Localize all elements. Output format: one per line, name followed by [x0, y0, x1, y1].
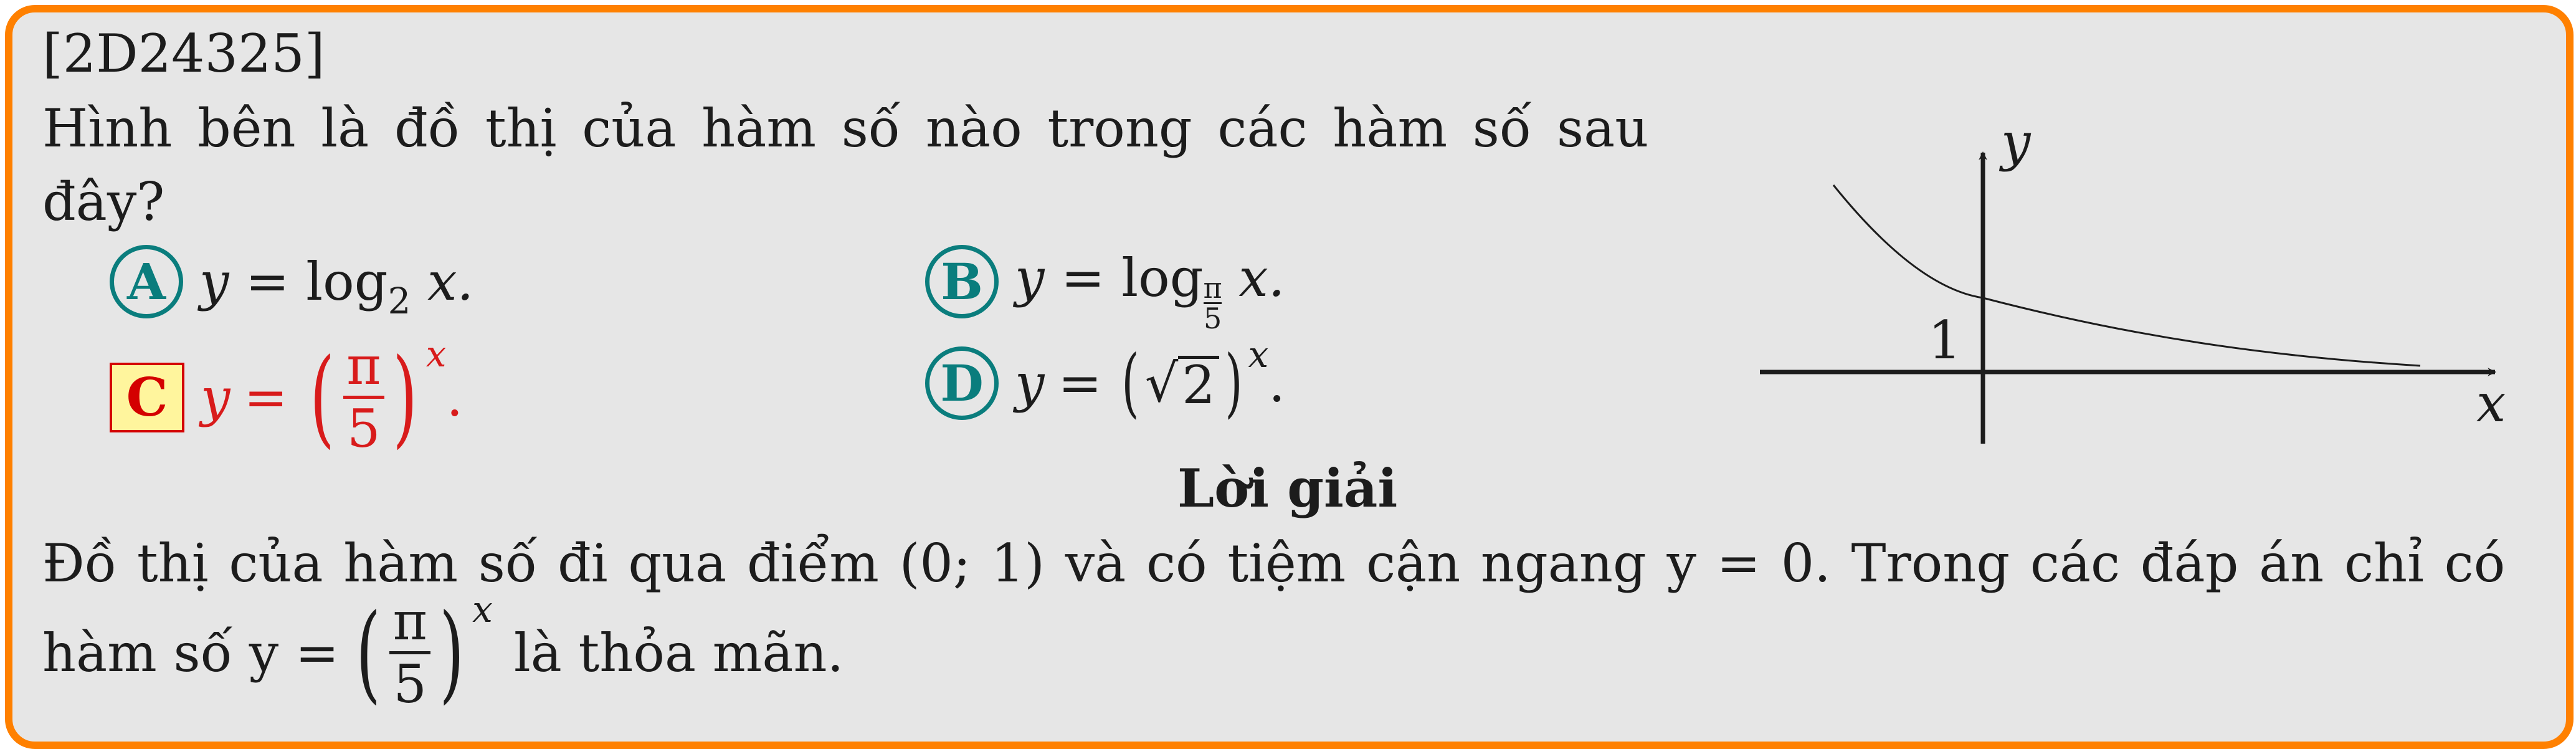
option-d-paren-open: (: [1121, 340, 1139, 426]
option-c-exp: x: [425, 332, 447, 375]
option-c-eq: =: [244, 366, 288, 428]
option-d-radicand: 2: [1178, 356, 1219, 411]
solution-fraction: [389, 591, 431, 715]
solution-den: 5: [389, 651, 430, 710]
question-line-1: Hình bên là đồ thị của hàm số nào trong các hàm số sau: [42, 98, 1649, 159]
solution-paren-close: ): [439, 591, 464, 715]
option-a-arg: x.: [427, 251, 474, 312]
option-c-den: 5: [343, 396, 384, 455]
y-axis-label: y: [2001, 112, 2031, 173]
solution-line-1: Đồ thị của hàm số đi qua điểm (0; 1) và có tiệm cận ngang y = 0. Trong các đáp án chỉ có: [42, 533, 2506, 594]
exponential-curve: [1833, 185, 2420, 366]
option-c-paren-open: (: [310, 335, 335, 459]
option-b-base-den: 5: [1203, 302, 1222, 336]
option-a[interactable]: [110, 245, 474, 322]
tick-label-one: 1: [1928, 310, 1962, 371]
function-graph: [1744, 112, 2523, 455]
option-c-badge: C: [110, 363, 184, 432]
option-b-base-num: π: [1203, 271, 1222, 305]
option-b-eq: =: [1061, 247, 1105, 308]
option-a-log: log: [306, 251, 388, 312]
option-d-end: .: [1268, 353, 1285, 414]
option-d-eq: =: [1058, 353, 1102, 414]
option-d[interactable]: [925, 333, 1285, 426]
option-c-y: y: [201, 366, 231, 428]
option-c[interactable]: [110, 332, 463, 459]
solution-line-2: [42, 588, 844, 715]
option-c-paren-close: ): [392, 335, 418, 459]
option-b-badge: B: [925, 245, 999, 318]
option-b-base: [1203, 271, 1222, 336]
option-d-paren-close: ): [1225, 340, 1243, 426]
option-b-arg: x.: [1238, 247, 1285, 308]
solution-paren-open: (: [356, 591, 381, 715]
option-c-num: π: [346, 335, 381, 396]
solution-exp: x: [472, 588, 493, 631]
option-b[interactable]: [925, 245, 1285, 336]
x-axis-label: x: [2476, 373, 2506, 434]
option-c-fraction: [343, 335, 384, 459]
option-d-badge: D: [925, 346, 999, 420]
option-d-sqrt-sign: √: [1144, 353, 1179, 414]
option-d-exp: x: [1248, 333, 1269, 376]
option-c-end: .: [446, 366, 463, 428]
solution-line-2-suffix: là thỏa mãn.: [513, 622, 844, 684]
option-b-y: y: [1015, 247, 1045, 308]
option-b-log: log: [1121, 247, 1204, 308]
solution-title: Lời giải: [1177, 457, 1398, 519]
option-a-base: 2: [387, 280, 411, 322]
option-d-y: y: [1015, 353, 1045, 414]
option-a-y: y: [199, 251, 229, 312]
solution-line-2-prefix: hàm số y =: [42, 622, 340, 684]
option-a-eq: =: [245, 251, 290, 312]
problem-code: [2D24325]: [42, 23, 325, 84]
solution-num: π: [392, 591, 427, 652]
question-line-2: đây?: [42, 171, 165, 232]
option-a-badge: A: [110, 245, 183, 318]
